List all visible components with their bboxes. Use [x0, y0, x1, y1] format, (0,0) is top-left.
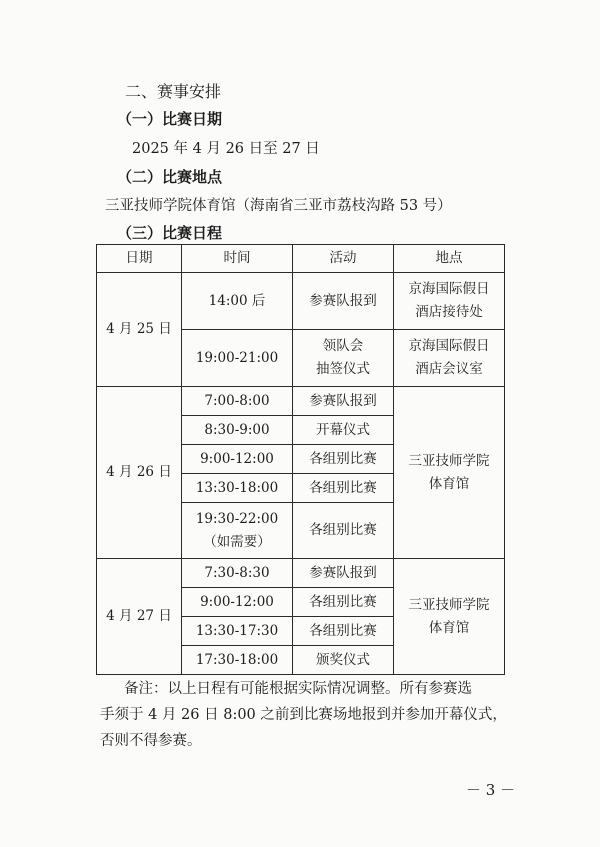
note-line: 手须于 4 月 26 日 8:00 之前到比赛场地报到并参加开幕仪式， [100, 707, 507, 723]
activity-cell: 开幕仪式 [293, 416, 394, 445]
activity-line: 抽签仪式 [316, 361, 370, 377]
header-date: 日期 [97, 245, 182, 273]
time-cell [182, 503, 293, 559]
location-cell [394, 330, 505, 387]
time-cell: 9:00-12:00 [182, 445, 293, 474]
time-cell: 7:30-8:30 [182, 559, 293, 588]
schedule-table [96, 244, 505, 675]
date-cell: 4 月 25 日 [97, 273, 182, 387]
location-line: 酒店接待处 [415, 304, 483, 320]
time-cell: 8:30-9:00 [182, 416, 293, 445]
time-line: 19:30-22:00 [195, 510, 279, 527]
time-cell: 7:00-8:00 [182, 387, 293, 416]
location-cell [394, 559, 505, 675]
note-line: 备注：以上日程有可能根据实际情况调整。所有参赛选 [124, 681, 472, 697]
table-row [97, 273, 505, 330]
date-cell: 4 月 27 日 [97, 559, 182, 675]
activity-cell: 参赛队报到 [293, 273, 394, 330]
activity-cell: 各组别比赛 [293, 445, 394, 474]
venue-heading: （二）比赛地点 [117, 168, 223, 186]
date-text: 2025 年 4 月 26 日至 27 日 [132, 141, 320, 157]
time-cell: 17:30-18:00 [182, 646, 293, 675]
header-time: 时间 [182, 245, 293, 273]
date-heading: （一）比赛日期 [117, 110, 223, 128]
location-line: 三亚技师学院 [408, 452, 490, 469]
schedule-heading: （三）比赛日程 [117, 224, 223, 242]
activity-cell: 各组别比赛 [293, 474, 394, 503]
time-note: （如需要） [203, 533, 271, 550]
time-cell: 14:00 后 [182, 273, 293, 330]
activity-cell: 各组别比赛 [293, 588, 394, 617]
time-cell: 19:00-21:00 [182, 330, 293, 387]
activity-cell: 参赛队报到 [293, 559, 394, 588]
table-row [97, 559, 505, 588]
activity-line: 领队会 [322, 338, 364, 354]
location-line: 体育馆 [428, 619, 470, 636]
location-line: 三亚技师学院 [408, 596, 490, 613]
time-cell: 13:30-17:30 [182, 617, 293, 646]
header-activity: 活动 [293, 245, 394, 273]
table-header-row [97, 245, 505, 273]
location-line: 体育馆 [428, 475, 470, 492]
section-heading: 二、赛事安排 [125, 82, 222, 101]
schedule-note [100, 676, 518, 754]
date-cell: 4 月 26 日 [97, 387, 182, 559]
activity-cell [293, 330, 394, 387]
activity-cell: 各组别比赛 [293, 503, 394, 559]
activity-cell: 参赛队报到 [293, 387, 394, 416]
location-line: 酒店会议室 [415, 361, 483, 377]
location-line: 京海国际假日 [408, 338, 490, 354]
location-cell [394, 273, 505, 330]
activity-cell: 颁奖仪式 [293, 646, 394, 675]
time-cell: 9:00-12:00 [182, 588, 293, 617]
venue-text: 三亚技师学院体育馆（海南省三亚市荔枝沟路 53 号） [105, 198, 452, 214]
time-cell: 13:30-18:00 [182, 474, 293, 503]
table-row [97, 387, 505, 416]
location-cell [394, 387, 505, 559]
page-number: － 3 － [466, 781, 516, 799]
note-line: 否则不得参赛。 [100, 733, 202, 749]
header-location: 地点 [394, 245, 505, 273]
activity-cell: 各组别比赛 [293, 617, 394, 646]
location-line: 京海国际假日 [408, 281, 490, 297]
